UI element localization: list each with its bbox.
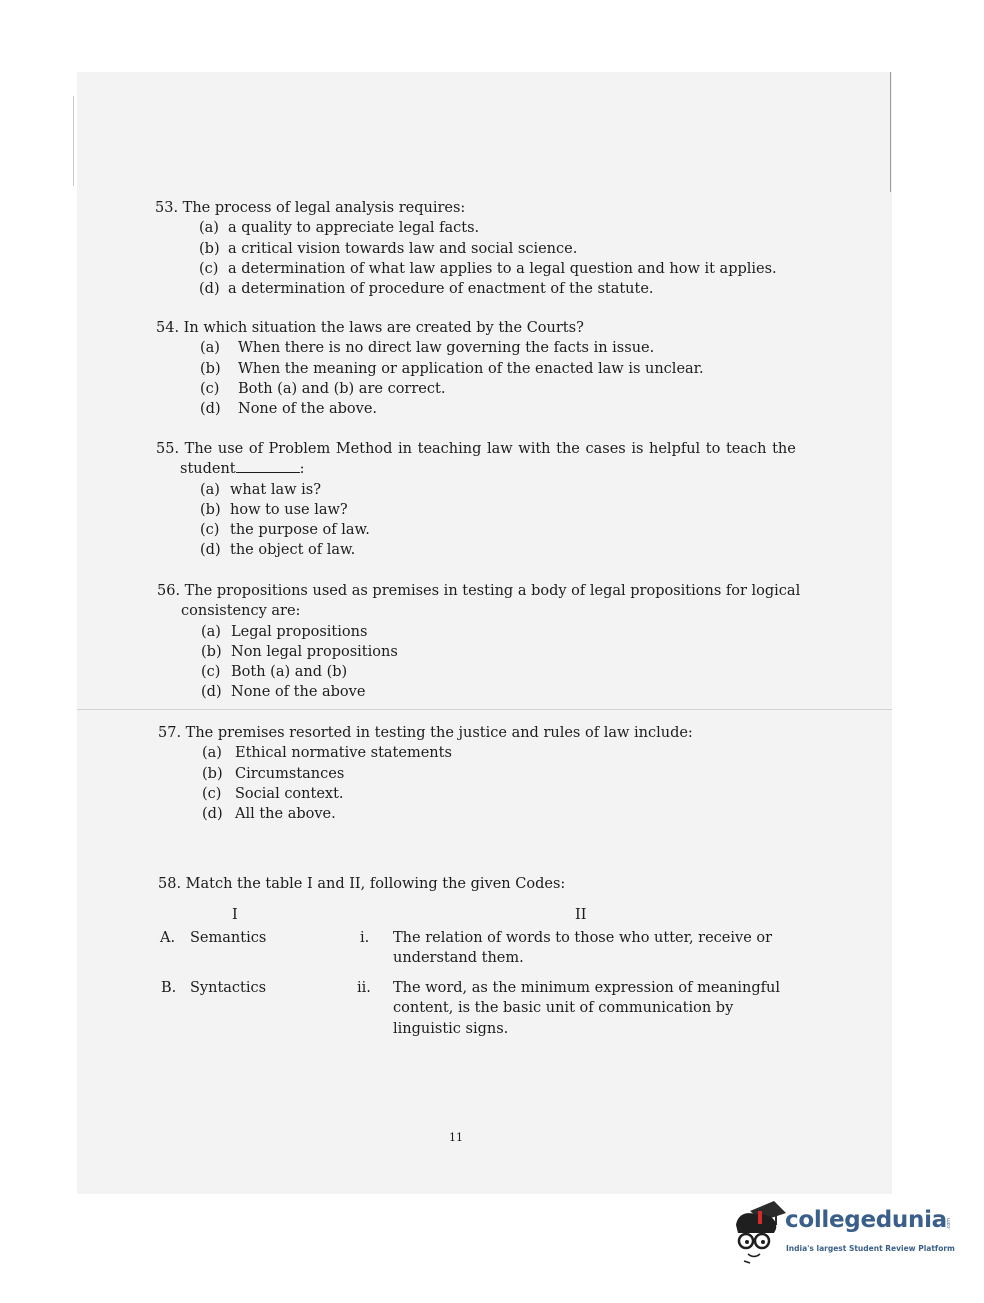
question-stem-continuation: consistency are: <box>181 603 301 620</box>
option-label: (d) <box>200 542 221 559</box>
option-text: how to use law? <box>230 501 348 518</box>
option-a <box>199 218 777 238</box>
question-stem: 55. The use of Problem Method in teaching law with the cases is helpful to teach the <box>156 441 796 457</box>
question-56 <box>157 581 800 703</box>
option-label: (b) <box>200 360 221 377</box>
brand-tagline: India's largest Student Review Platform <box>786 1244 955 1253</box>
question-stem: 53. The process of legal analysis requires: <box>155 200 466 216</box>
scan-edge-left <box>73 96 74 186</box>
option-text: what law is? <box>230 481 321 498</box>
option-label: (a) <box>200 340 220 357</box>
column-header-ii: II <box>575 907 587 923</box>
option-text: When the meaning or application of the enacted law is unclear. <box>238 360 704 377</box>
option-text: a quality to appreciate legal facts. <box>228 220 480 237</box>
option-text: a determination of what law applies to a legal question and how it applies. <box>228 260 777 277</box>
option-b <box>202 764 693 784</box>
option-text: a critical vision towards law and social science. <box>228 240 578 257</box>
row-term: Syntactics <box>190 980 267 996</box>
option-text: the purpose of law. <box>230 522 370 539</box>
option-label: (c) <box>200 522 220 539</box>
option-b <box>201 642 800 662</box>
option-text: Legal propositions <box>231 623 368 640</box>
option-label: (a) <box>202 745 222 762</box>
page-number: 11 <box>449 1131 463 1144</box>
question-stem: 57. The premises resorted in testing the justice and rules of law include: <box>158 725 693 741</box>
option-d <box>201 682 800 702</box>
collegedunia-logo <box>728 1199 958 1265</box>
option-label: (d) <box>202 806 223 823</box>
option-c <box>200 520 796 540</box>
row-label: A. <box>160 930 176 946</box>
option-label: (c) <box>201 664 221 681</box>
option-d <box>199 279 777 299</box>
option-label: (b) <box>200 501 221 518</box>
option-a <box>200 338 704 358</box>
column-header-i: I <box>232 907 238 923</box>
option-c <box>199 259 777 279</box>
option-text: Both (a) and (b) <box>231 664 348 681</box>
option-a <box>200 480 796 500</box>
question-stem-continuation: student : <box>180 461 305 478</box>
option-b <box>200 359 704 379</box>
option-text: Non legal propositions <box>231 643 398 660</box>
option-label: (a) <box>199 220 219 237</box>
option-text: a determination of procedure of enactment of the statute. <box>228 281 654 298</box>
question-57 <box>158 723 693 824</box>
option-text: None of the above <box>231 684 366 701</box>
option-label: (c) <box>200 380 220 397</box>
option-a <box>201 622 800 642</box>
option-a <box>202 743 693 763</box>
row-description: The relation of words to those who utter, receive or understand them. <box>393 930 773 967</box>
option-label: (b) <box>202 765 223 782</box>
scan-edge-right <box>890 72 891 192</box>
row-numeral: ii. <box>357 980 371 996</box>
mascot-icon <box>728 1199 786 1265</box>
row-label: B. <box>161 980 177 996</box>
option-label: (b) <box>199 240 220 257</box>
question-58 <box>158 874 565 894</box>
question-stem: 54. In which situation the laws are created by the Courts? <box>156 320 584 336</box>
row-description: The word, as the minimum expression of meaningful content, is the basic unit of communication by linguistic signs. <box>393 980 781 1037</box>
option-text: Circumstances <box>235 765 345 782</box>
question-55 <box>156 439 796 561</box>
option-d <box>202 804 693 824</box>
answer-blank <box>236 460 300 473</box>
scan-fold-line <box>77 709 892 710</box>
option-text: None of the above. <box>238 401 378 418</box>
option-b <box>199 239 777 259</box>
question-stem: 56. The propositions used as premises in testing a body of legal propositions for logical <box>157 583 801 599</box>
option-label: (c) <box>199 260 219 277</box>
option-c <box>202 784 693 804</box>
option-label: (d) <box>199 281 220 298</box>
option-label: (c) <box>202 785 222 802</box>
option-d <box>200 540 796 560</box>
row-numeral: i. <box>360 930 370 946</box>
option-text: Ethical normative statements <box>235 745 452 762</box>
option-label: (a) <box>200 481 220 498</box>
option-label: (d) <box>200 401 221 418</box>
brand-name: collegedunia <box>785 1207 947 1233</box>
option-b <box>200 500 796 520</box>
option-label: (a) <box>201 623 221 640</box>
option-text: Social context. <box>235 785 344 802</box>
option-text: the object of law. <box>230 542 356 559</box>
question-53 <box>155 198 777 299</box>
brand-suffix: .com <box>946 1217 953 1231</box>
option-c <box>201 662 800 682</box>
option-text: When there is no direct law governing the facts in issue. <box>238 340 655 357</box>
option-text: Both (a) and (b) are correct. <box>238 380 446 397</box>
option-c <box>200 379 704 399</box>
option-d <box>200 399 704 419</box>
row-term: Semantics <box>190 930 267 946</box>
question-54 <box>156 318 704 419</box>
option-label: (d) <box>201 684 222 701</box>
option-text: All the above. <box>235 806 336 823</box>
option-label: (b) <box>201 643 222 660</box>
question-stem: 58. Match the table I and II, following the given Codes: <box>158 876 566 892</box>
